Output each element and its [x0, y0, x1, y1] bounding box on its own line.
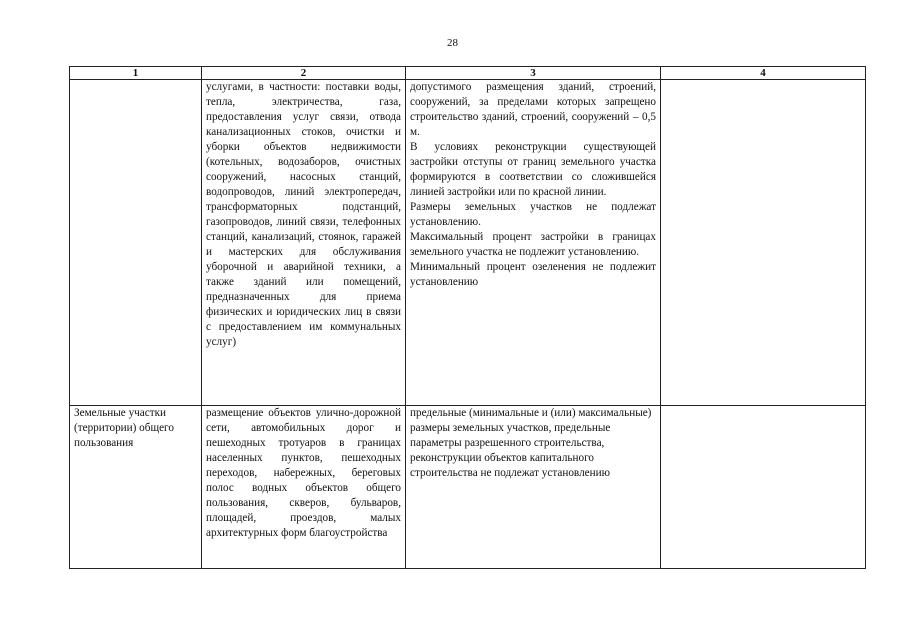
cell-parameters — [406, 80, 661, 406]
parameter-paragraph: предельные (минимальные и (или) максимальные) размеры земельных участков, предельные параметры разрешенного строительства, реконструкции объектов капитального строительства не подлежат установлению — [410, 407, 652, 479]
cell-notes — [661, 406, 866, 569]
cell-notes — [661, 80, 866, 406]
column-header-1: 1 — [70, 67, 202, 80]
column-header-4: 4 — [661, 67, 866, 80]
parameter-paragraph: В условиях реконструкции существующей застройки отступы от границ земельного участка формируются в соответствии со сложившейся линией застройки или по красной линии. — [410, 141, 656, 198]
cell-permitted-use: услугами, в частности: поставки воды, тепла, электричества, газа, предоставления услуг связи, отвода канализационных стоков, очистки и уборки объектов недвижимости (котельных, водозаборов, очистных сооружений, насосных станций, водопроводов, линий электропередач, трансформаторных подстанций, газопроводов, линий связи, телефонных станций, канализаций, стоянок, гаражей и мастерских для обслуживания уборочной и аварийной техники, а также зданий или помещений, предназначенных для приема физических и юридических лиц в связи с предоставлением им коммунальных услуг) — [202, 80, 406, 406]
table-row — [70, 80, 866, 406]
column-header-2: 2 — [202, 67, 406, 80]
parameter-paragraph: Размеры земельных участков не подлежат установлению. — [410, 201, 656, 228]
cell-permitted-use: размещение объектов улично-дорожной сети, автомобильных дорог и пешеходных тротуаров в границах населенных пунктов, пешеходных переходов, набережных, береговых полос водных объектов общего пользования, скверов, бульваров, площадей, проездов, малых архитектурных форм благоустройства — [202, 406, 406, 569]
parameter-paragraph: Максимальный процент застройки в границах земельного участка не подлежит установлению. — [410, 231, 656, 258]
cell-land-type: Земельные участки (территории) общего пользования — [70, 406, 202, 569]
table-row — [70, 406, 866, 569]
cell-parameters — [406, 406, 661, 569]
page-number: 28 — [447, 37, 458, 49]
column-header-3: 3 — [406, 67, 661, 80]
table-header-row — [70, 67, 866, 80]
cell-land-type — [70, 80, 202, 406]
parameter-paragraph: допустимого размещения зданий, строений, сооружений, за пределами которых запрещено строительство зданий, строений, сооружений – 0,5 м. — [410, 81, 656, 138]
regulations-table — [69, 66, 866, 569]
parameter-paragraph: Минимальный процент озеленения не подлежит установлению — [410, 261, 656, 288]
